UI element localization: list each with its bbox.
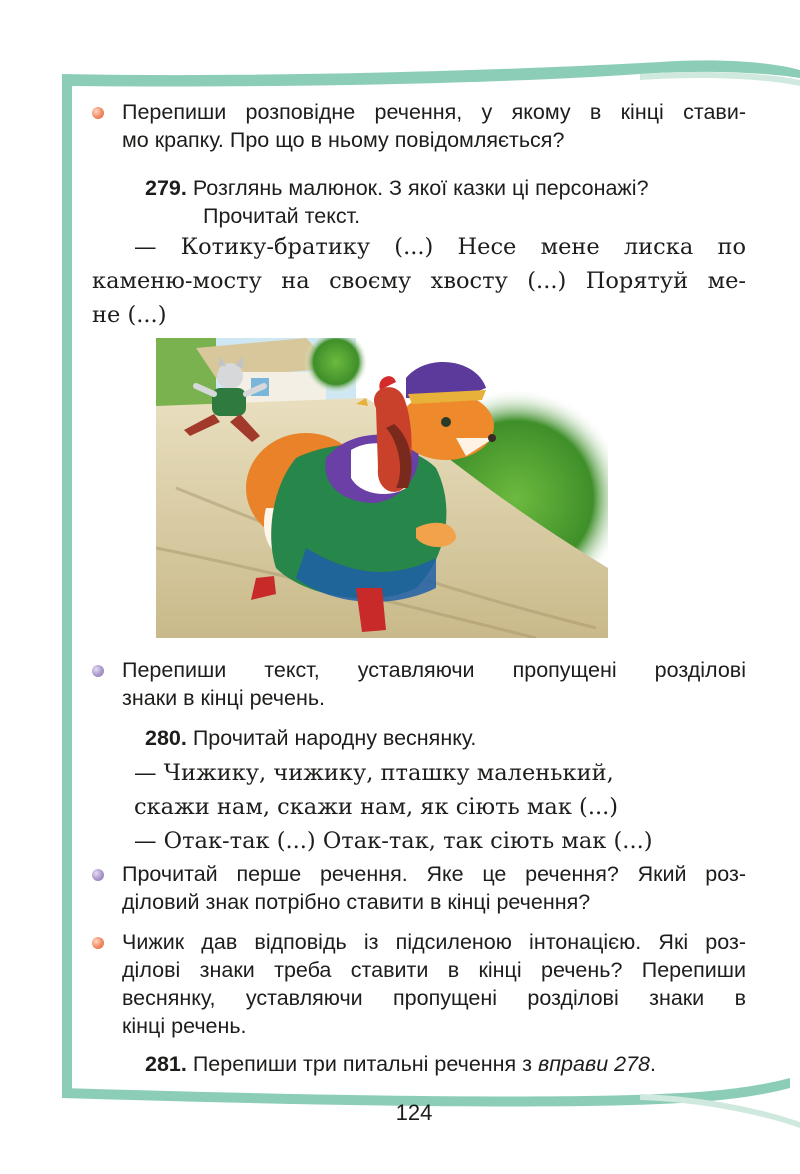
task-line: Перепиши розповідне речення, у якому в кінці стави-	[122, 100, 746, 124]
task-text	[122, 656, 746, 712]
exercise-end-punct: .	[650, 1052, 656, 1076]
exercise-281	[145, 1050, 755, 1078]
bullet-orange-icon	[92, 937, 104, 949]
quote-279	[92, 230, 746, 332]
task-item	[94, 656, 746, 712]
fox-rooster-cat-illustration	[156, 338, 608, 638]
bullet-violet-icon	[92, 665, 104, 677]
task-text	[122, 928, 746, 1040]
task-text	[122, 860, 746, 916]
exercise-number: 280.	[145, 726, 187, 750]
task-line: Чижик дав відповідь із підсиленою інтонацією. Які роз-	[122, 930, 746, 954]
poem-line: — Отак-так (...) Отак-так, так сіють мак (...)	[134, 828, 653, 854]
bullet-orange-icon	[92, 107, 104, 119]
poem-280	[134, 756, 754, 858]
exercise-280	[145, 724, 745, 752]
task-line: ділові знаки треба ставити в кінці речень? Перепиши	[122, 958, 746, 982]
task-line: веснянку, уставляючи пропущені розділові знаки в	[122, 986, 746, 1010]
exercise-instruction: Розглянь малюнок. З якої казки ці персонажі?	[192, 176, 649, 200]
exercise-reference: вправи 278	[538, 1052, 650, 1076]
task-line: мо крапку. Про що в ньому повідомляється?	[122, 128, 565, 152]
task-text	[122, 98, 746, 154]
exercise-instruction-line	[145, 174, 755, 202]
quote-line: — Котику-братику (...) Несе мене лиска по	[134, 234, 746, 260]
exercise-instruction: Прочитай народну веснянку.	[192, 726, 477, 750]
task-line: діловий знак потрібно ставити в кінці речення?	[122, 890, 591, 914]
task-line: знаки в кінці речень.	[122, 686, 326, 710]
poem-line: — Чижику, чижику, пташку маленький,	[134, 760, 614, 786]
exercise-number: 281.	[145, 1052, 187, 1076]
exercise-instruction: Перепиши три питальні речення з	[192, 1052, 533, 1076]
task-item	[94, 928, 746, 1040]
task-item	[94, 98, 746, 154]
exercise-number: 279.	[145, 176, 187, 200]
page-number: 124	[395, 1100, 433, 1125]
bullet-violet-icon	[92, 869, 104, 881]
task-line: Перепиши текст, уставляючи пропущені розділові	[122, 658, 746, 682]
exercise-279	[145, 174, 755, 230]
quote-line: не (...)	[92, 302, 167, 328]
task-line: Прочитай перше речення. Яке це речення? Який роз-	[122, 862, 746, 886]
poem-line: скажи нам, скажи нам, як сіють мак (...)	[134, 794, 619, 820]
quote-line: каменю-мосту на своєму хвосту (...) Порятуй ме-	[92, 268, 746, 294]
exercise-instruction-line: Прочитай текст.	[203, 204, 361, 228]
task-line: кінці речень.	[122, 1014, 247, 1038]
task-item	[94, 860, 746, 916]
